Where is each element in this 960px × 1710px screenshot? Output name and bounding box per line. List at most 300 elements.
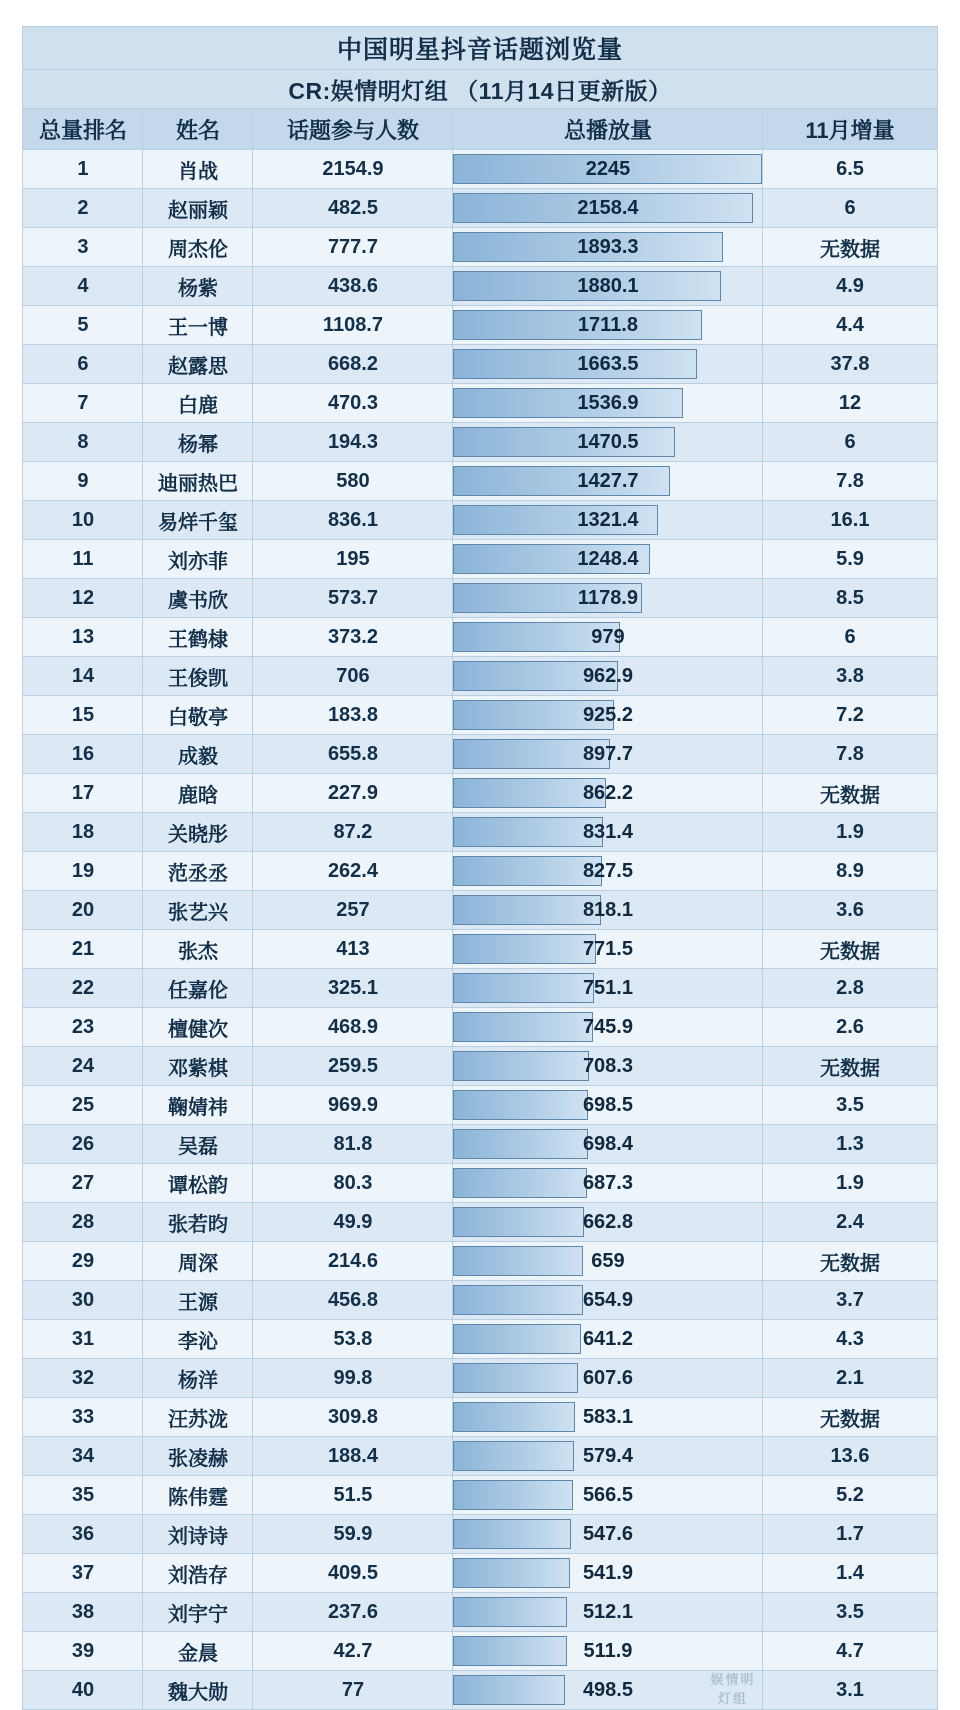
cell-rank: 17 [23,774,143,813]
cell-name: 檀健次 [143,1008,253,1047]
cell-increment: 6 [763,618,937,657]
cell-plays [453,969,763,1008]
cell-participants: 188.4 [253,1437,453,1476]
cell-participants: 81.8 [253,1125,453,1164]
plays-value-label: 1427.7 [577,469,639,492]
cell-increment: 1.9 [763,813,937,852]
cell-plays [453,1008,763,1047]
cell-name: 迪丽热巴 [143,462,253,501]
plays-value-label: 897.7 [582,742,633,765]
cell-rank: 35 [23,1476,143,1515]
cell-rank: 13 [23,618,143,657]
cell-name: 李沁 [143,1320,253,1359]
table-row [23,930,937,969]
watermark-text: 娱情明灯组 [710,1672,756,1706]
cell-plays [453,579,763,618]
cell-participants: 42.7 [253,1632,453,1671]
cell-increment: 7.8 [763,462,937,501]
cell-increment: 1.7 [763,1515,937,1554]
table-row [23,852,937,891]
plays-value-label: 771.5 [582,937,633,960]
cell-rank: 9 [23,462,143,501]
plays-bar-track [453,973,762,1003]
cell-participants: 413 [253,930,453,969]
cell-increment: 7.2 [763,696,937,735]
table-row [23,462,937,501]
plays-value-label: 579.4 [582,1444,633,1467]
table-row [23,1554,937,1593]
cell-plays [453,540,763,579]
plays-value-label: 547.6 [582,1522,633,1545]
page-subtitle: CR:娱情明灯组 （11月14日更新版） [23,70,937,109]
plays-value-label: 698.5 [582,1093,633,1116]
cell-name: 鞠婧祎 [143,1086,253,1125]
plays-bar-track [453,1597,762,1627]
cell-increment: 无数据 [763,930,937,969]
plays-bar-track [453,1402,762,1432]
cell-increment: 4.4 [763,306,937,345]
cell-rank: 29 [23,1242,143,1281]
cell-rank: 22 [23,969,143,1008]
plays-bar-track [453,349,762,379]
cell-plays [453,813,763,852]
cell-plays [453,1476,763,1515]
cell-rank: 38 [23,1593,143,1632]
cell-participants: 227.9 [253,774,453,813]
plays-value-label: 2245 [585,157,631,180]
cell-rank: 31 [23,1320,143,1359]
cell-plays [453,1671,763,1710]
cell-name: 白敬亭 [143,696,253,735]
plays-bar-track [453,856,762,886]
cell-name: 虞书欣 [143,579,253,618]
cell-name: 赵丽颖 [143,189,253,228]
cell-name: 张凌赫 [143,1437,253,1476]
cell-name: 张杰 [143,930,253,969]
cell-name: 周深 [143,1242,253,1281]
table-row [23,1125,937,1164]
cell-participants: 80.3 [253,1164,453,1203]
cell-rank: 2 [23,189,143,228]
table-row [23,1086,937,1125]
plays-bar-track [453,1246,762,1276]
cell-increment: 6 [763,189,937,228]
cell-rank: 37 [23,1554,143,1593]
cell-participants: 309.8 [253,1398,453,1437]
plays-bar-track [453,427,762,457]
cell-rank: 16 [23,735,143,774]
plays-bar-track [453,934,762,964]
column-header-participants: 话题参与人数 [253,109,453,150]
cell-name: 张艺兴 [143,891,253,930]
plays-value-label: 566.5 [582,1483,633,1506]
table-row [23,1632,937,1671]
cell-increment: 7.8 [763,735,937,774]
cell-participants: 573.7 [253,579,453,618]
ranking-table [22,26,937,1710]
plays-bar-track [453,1519,762,1549]
cell-rank: 26 [23,1125,143,1164]
cell-plays [453,774,763,813]
cell-name: 周杰伦 [143,228,253,267]
cell-participants: 59.9 [253,1515,453,1554]
cell-participants: 2154.9 [253,150,453,189]
plays-value-label: 1536.9 [577,391,639,414]
plays-value-label: 1893.3 [577,235,639,258]
cell-plays [453,1515,763,1554]
cell-participants: 183.8 [253,696,453,735]
cell-increment: 无数据 [763,1242,937,1281]
cell-name: 白鹿 [143,384,253,423]
plays-bar-track [453,1558,762,1588]
cell-increment: 12 [763,384,937,423]
cell-plays [453,189,763,228]
cell-rank: 14 [23,657,143,696]
cell-name: 王俊凯 [143,657,253,696]
cell-rank: 27 [23,1164,143,1203]
cell-name: 杨洋 [143,1359,253,1398]
cell-rank: 39 [23,1632,143,1671]
cell-increment: 1.9 [763,1164,937,1203]
cell-plays [453,696,763,735]
cell-rank: 12 [23,579,143,618]
cell-rank: 34 [23,1437,143,1476]
plays-bar-track [453,778,762,808]
table-row [23,228,937,267]
cell-rank: 40 [23,1671,143,1710]
cell-plays [453,501,763,540]
cell-plays [453,345,763,384]
plays-value-label: 512.1 [582,1600,633,1623]
cell-increment: 6 [763,423,937,462]
cell-name: 邓紫棋 [143,1047,253,1086]
cell-increment: 2.8 [763,969,937,1008]
cell-plays [453,1632,763,1671]
plays-bar-track [453,895,762,925]
cell-rank: 11 [23,540,143,579]
table-row [23,618,937,657]
plays-value-label: 654.9 [582,1288,633,1311]
plays-value-label: 583.1 [582,1405,633,1428]
cell-name: 陈伟霆 [143,1476,253,1515]
cell-increment: 1.3 [763,1125,937,1164]
cell-participants: 1108.7 [253,306,453,345]
plays-bar-track [453,1285,762,1315]
cell-rank: 5 [23,306,143,345]
cell-name: 魏大勋 [143,1671,253,1710]
cell-participants: 237.6 [253,1593,453,1632]
plays-value-label: 1711.8 [577,313,638,336]
plays-value-label: 662.8 [582,1210,633,1233]
cell-plays [453,228,763,267]
cell-name: 金晨 [143,1632,253,1671]
cell-participants: 655.8 [253,735,453,774]
cell-participants: 195 [253,540,453,579]
cell-participants: 668.2 [253,345,453,384]
cell-rank: 33 [23,1398,143,1437]
plays-value-label: 511.9 [583,1639,633,1662]
cell-participants: 482.5 [253,189,453,228]
cell-name: 易烊千玺 [143,501,253,540]
table-row [23,1515,937,1554]
cell-increment: 3.6 [763,891,937,930]
table-row [23,1398,937,1437]
cell-participants: 259.5 [253,1047,453,1086]
cell-name: 张若昀 [143,1203,253,1242]
page-title: 中国明星抖音话题浏览量 [23,27,937,70]
cell-participants: 470.3 [253,384,453,423]
cell-participants: 373.2 [253,618,453,657]
plays-value-label: 827.5 [582,859,633,882]
cell-increment: 2.4 [763,1203,937,1242]
plays-value-label: 641.2 [582,1327,633,1350]
cell-increment: 1.4 [763,1554,937,1593]
plays-bar-track [453,1051,762,1081]
cell-plays [453,852,763,891]
plays-value-label: 831.4 [582,820,633,843]
plays-value-label: 498.5 [582,1678,633,1701]
cell-participants: 325.1 [253,969,453,1008]
plays-bar-track [453,1324,762,1354]
cell-plays [453,1593,763,1632]
plays-value-label: 751.1 [582,976,633,999]
cell-increment: 2.1 [763,1359,937,1398]
cell-plays [453,1164,763,1203]
cell-participants: 409.5 [253,1554,453,1593]
table-row [23,540,937,579]
cell-name: 谭松韵 [143,1164,253,1203]
cell-rank: 32 [23,1359,143,1398]
cell-name: 刘诗诗 [143,1515,253,1554]
table-row [23,813,937,852]
cell-increment: 8.5 [763,579,937,618]
cell-name: 汪苏泷 [143,1398,253,1437]
cell-name: 刘宇宁 [143,1593,253,1632]
cell-increment: 4.7 [763,1632,937,1671]
cell-increment: 2.6 [763,1008,937,1047]
cell-increment: 3.5 [763,1086,937,1125]
cell-rank: 20 [23,891,143,930]
cell-rank: 15 [23,696,143,735]
plays-bar-track [453,817,762,847]
plays-value-label: 698.4 [582,1132,633,1155]
cell-plays [453,267,763,306]
cell-participants: 49.9 [253,1203,453,1242]
cell-name: 刘浩存 [143,1554,253,1593]
plays-bar-track [453,1168,762,1198]
cell-name: 杨幂 [143,423,253,462]
cell-participants: 77 [253,1671,453,1710]
plays-bar-track [453,1441,762,1471]
plays-value-label: 541.9 [582,1561,633,1584]
cell-participants: 214.6 [253,1242,453,1281]
cell-increment: 4.3 [763,1320,937,1359]
table-row [23,735,937,774]
table-row [23,267,937,306]
table-row [23,579,937,618]
cell-plays [453,150,763,189]
plays-bar-track [453,1363,762,1393]
table-row [23,1437,937,1476]
cell-participants: 257 [253,891,453,930]
cell-rank: 19 [23,852,143,891]
table-title-row [23,27,937,70]
plays-bar-track [453,739,762,769]
cell-name: 范丞丞 [143,852,253,891]
cell-plays [453,306,763,345]
table-row [23,1476,937,1515]
plays-value-label: 1663.5 [577,352,639,375]
plays-bar-track [453,1129,762,1159]
plays-value-label: 925.2 [582,703,633,726]
plays-value-label: 607.6 [582,1366,633,1389]
cell-plays [453,1281,763,1320]
cell-plays [453,1203,763,1242]
cell-name: 王鹤棣 [143,618,253,657]
plays-value-label: 962.9 [582,664,633,687]
cell-increment: 无数据 [763,1047,937,1086]
cell-increment: 5.9 [763,540,937,579]
table-row [23,657,937,696]
cell-increment: 无数据 [763,774,937,813]
plays-bar-track [453,1207,762,1237]
plays-bar-track [453,661,762,691]
cell-rank: 10 [23,501,143,540]
cell-plays [453,384,763,423]
cell-plays [453,1437,763,1476]
plays-value-label: 862.2 [582,781,633,804]
plays-bar-track [453,466,762,496]
cell-participants: 438.6 [253,267,453,306]
cell-participants: 580 [253,462,453,501]
cell-participants: 262.4 [253,852,453,891]
cell-rank: 6 [23,345,143,384]
cell-increment: 5.2 [763,1476,937,1515]
table-row [23,969,937,1008]
table-row [23,1164,937,1203]
plays-value-label: 979 [591,625,625,648]
plays-value-label: 687.3 [582,1171,633,1194]
cell-rank: 1 [23,150,143,189]
plays-bar-track [453,1675,762,1705]
cell-name: 吴磊 [143,1125,253,1164]
cell-participants: 194.3 [253,423,453,462]
cell-rank: 7 [23,384,143,423]
table-row [23,1047,937,1086]
table-row [23,189,937,228]
plays-bar-track [453,700,762,730]
cell-plays [453,1320,763,1359]
cell-rank: 4 [23,267,143,306]
cell-increment: 3.7 [763,1281,937,1320]
cell-name: 肖战 [143,150,253,189]
plays-bar-track [453,232,762,262]
table-subtitle-row [23,70,937,109]
plays-bar-track [453,622,762,652]
cell-plays [453,657,763,696]
cell-plays [453,1359,763,1398]
table-row [23,891,937,930]
column-header-name: 姓名 [143,109,253,150]
plays-value-label: 1880.1 [577,274,639,297]
cell-name: 王源 [143,1281,253,1320]
cell-participants: 87.2 [253,813,453,852]
plays-value-label: 1321.4 [577,508,639,531]
cell-name: 任嘉伦 [143,969,253,1008]
table-row [23,1359,937,1398]
plays-bar-track [453,583,762,613]
cell-increment: 4.9 [763,267,937,306]
plays-value-label: 1470.5 [577,430,639,453]
table-row [23,423,937,462]
table-row [23,1593,937,1632]
cell-rank: 24 [23,1047,143,1086]
cell-participants: 706 [253,657,453,696]
cell-participants: 456.8 [253,1281,453,1320]
cell-name: 赵露思 [143,345,253,384]
cell-plays [453,618,763,657]
table-row [23,345,937,384]
plays-value-label: 745.9 [582,1015,633,1038]
plays-bar-track [453,193,762,223]
plays-bar-track [453,1012,762,1042]
cell-rank: 36 [23,1515,143,1554]
cell-increment: 3.8 [763,657,937,696]
cell-increment: 无数据 [763,1398,937,1437]
cell-increment: 16.1 [763,501,937,540]
cell-rank: 28 [23,1203,143,1242]
cell-increment: 8.9 [763,852,937,891]
cell-name: 刘亦菲 [143,540,253,579]
cell-plays [453,462,763,501]
plays-bar-track [453,154,762,184]
table-row [23,306,937,345]
plays-value-label: 818.1 [582,898,633,921]
cell-plays [453,930,763,969]
cell-plays [453,1398,763,1437]
cell-increment: 无数据 [763,228,937,267]
plays-value-label: 1178.9 [577,586,638,609]
cell-rank: 18 [23,813,143,852]
cell-plays [453,735,763,774]
cell-name: 杨紫 [143,267,253,306]
plays-bar-track [453,388,762,418]
plays-bar-track [453,310,762,340]
cell-plays [453,1242,763,1281]
cell-plays [453,1086,763,1125]
cell-increment: 3.5 [763,1593,937,1632]
cell-rank: 21 [23,930,143,969]
table-row [23,384,937,423]
table-row [23,1008,937,1047]
cell-name: 王一博 [143,306,253,345]
cell-participants: 468.9 [253,1008,453,1047]
column-header-increment: 11月增量 [763,109,937,150]
cell-participants: 53.8 [253,1320,453,1359]
cell-increment: 6.5 [763,150,937,189]
cell-plays [453,1125,763,1164]
table-row [23,1203,937,1242]
cell-name: 关晓彤 [143,813,253,852]
cell-participants: 51.5 [253,1476,453,1515]
cell-name: 鹿晗 [143,774,253,813]
plays-value-label: 2158.4 [577,196,639,219]
table-row [23,696,937,735]
cell-participants: 969.9 [253,1086,453,1125]
cell-plays [453,1047,763,1086]
plays-bar-track [453,1090,762,1120]
table-row [23,1320,937,1359]
